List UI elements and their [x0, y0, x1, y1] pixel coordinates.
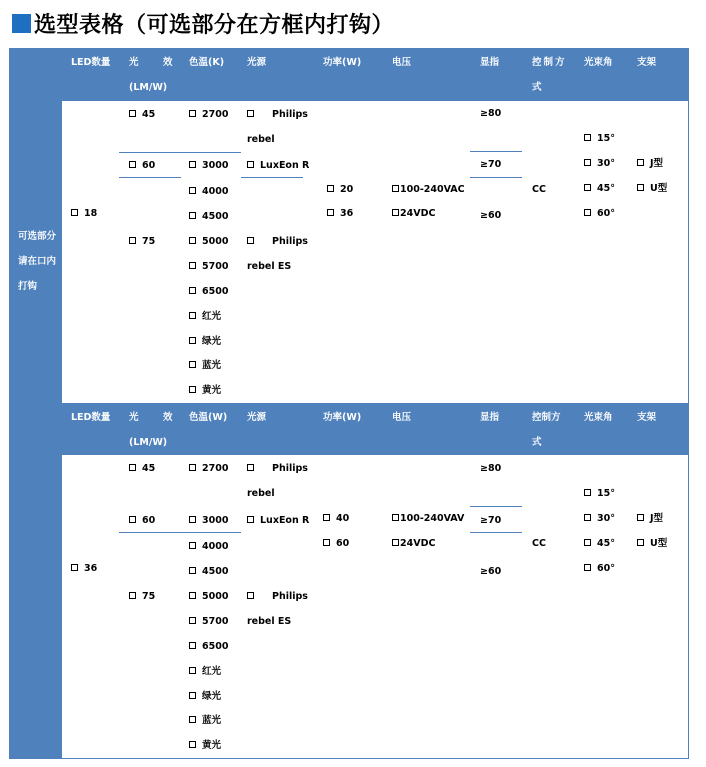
checkbox[interactable] — [247, 592, 254, 599]
checkbox[interactable] — [71, 209, 78, 216]
row-divider — [470, 151, 522, 152]
checkbox[interactable] — [189, 617, 196, 624]
table-bottom-border — [62, 758, 689, 759]
beam-option: 45° — [584, 183, 615, 194]
source-option: Philips — [247, 591, 308, 602]
cct-option: 6500 — [189, 286, 228, 297]
checkbox[interactable] — [247, 161, 254, 168]
header-efficacy-b: 效 — [163, 57, 173, 68]
header-bracket: 支架 — [637, 412, 657, 423]
checkbox[interactable] — [189, 741, 196, 748]
led-count-option: 36 — [71, 563, 97, 574]
header-efficacy-b: 效 — [163, 412, 173, 423]
header-efficacy-unit: (LM/W) — [129, 82, 168, 93]
led-count-option: 18 — [71, 208, 97, 219]
header-cri: 显指 — [480, 412, 500, 423]
cct-option: 4500 — [189, 211, 228, 222]
header-led-count: LED数量 — [71, 412, 111, 423]
checkbox[interactable] — [189, 642, 196, 649]
side-label-line-2: 请在口内 — [18, 256, 57, 267]
voltage-option: 24VDC — [392, 208, 435, 219]
checkbox[interactable] — [247, 464, 254, 471]
cct-option: 3000 — [189, 160, 228, 171]
checkbox[interactable] — [189, 667, 196, 674]
checkbox[interactable] — [129, 110, 136, 117]
efficacy-option: 45 — [129, 463, 155, 474]
side-label-line-1: 可选部分 — [18, 231, 57, 242]
side-column — [9, 48, 62, 759]
source-option: Philips — [247, 109, 308, 120]
checkbox[interactable] — [189, 464, 196, 471]
power-option: 40 — [323, 513, 349, 524]
cct-option: 4500 — [189, 566, 228, 577]
checkbox[interactable] — [129, 237, 136, 244]
cct-option: 绿光 — [189, 336, 221, 347]
checkbox[interactable] — [637, 159, 644, 166]
checkbox[interactable] — [637, 539, 644, 546]
voltage-option: 24VDC — [392, 538, 435, 549]
header-voltage: 电压 — [392, 412, 412, 423]
row-divider — [470, 177, 522, 178]
checkbox[interactable] — [189, 567, 196, 574]
cct-option: 5700 — [189, 261, 228, 272]
side-label-line-3: 打钩 — [18, 281, 38, 292]
header-power: 功率(W) — [323, 57, 362, 68]
header-efficacy-a: 光 — [129, 412, 139, 423]
cri-value: ≥70 — [480, 515, 502, 526]
checkbox[interactable] — [584, 184, 591, 191]
checkbox[interactable] — [189, 337, 196, 344]
checkbox[interactable] — [392, 514, 399, 521]
checkbox[interactable] — [637, 514, 644, 521]
checkbox[interactable] — [189, 262, 196, 269]
header-cri: 显指 — [480, 57, 500, 68]
source-option: LuxEon R — [247, 160, 309, 171]
row-divider — [119, 152, 241, 153]
efficacy-option: 75 — [129, 591, 155, 602]
cct-option: 4000 — [189, 541, 228, 552]
checkbox[interactable] — [247, 516, 254, 523]
beam-option: 30° — [584, 158, 615, 169]
cct-option: 5000 — [189, 591, 228, 602]
power-option: 20 — [327, 184, 353, 195]
control-value: CC — [532, 538, 546, 549]
source-option-cont: rebel ES — [247, 261, 292, 272]
checkbox[interactable] — [637, 184, 644, 191]
checkbox[interactable] — [323, 539, 330, 546]
header-efficacy-a: 光 — [129, 57, 139, 68]
efficacy-option: 60 — [129, 515, 155, 526]
checkbox[interactable] — [584, 564, 591, 571]
cct-option: 3000 — [189, 515, 228, 526]
page-title — [12, 8, 394, 38]
voltage-option: 100-240VAC — [392, 184, 465, 195]
cct-option: 2700 — [189, 109, 228, 120]
control-value: CC — [532, 184, 546, 195]
cct-option: 4000 — [189, 186, 228, 197]
checkbox[interactable] — [189, 692, 196, 699]
checkbox[interactable] — [189, 386, 196, 393]
checkbox[interactable] — [189, 716, 196, 723]
checkbox[interactable] — [584, 134, 591, 141]
efficacy-option: 75 — [129, 236, 155, 247]
row-divider — [241, 177, 303, 178]
header-bracket: 支架 — [637, 57, 657, 68]
header-control-a: 控制方 — [532, 412, 561, 423]
checkbox[interactable] — [189, 161, 196, 168]
checkbox[interactable] — [584, 514, 591, 521]
header-control-b: 式 — [532, 82, 542, 93]
checkbox[interactable] — [71, 564, 78, 571]
checkbox[interactable] — [247, 110, 254, 117]
source-option-cont: rebel — [247, 488, 275, 499]
cct-option: 2700 — [189, 463, 228, 474]
checkbox[interactable] — [189, 110, 196, 117]
beam-option: 15° — [584, 488, 615, 499]
header-led-count: LED数量 — [71, 57, 111, 68]
title-square-icon — [12, 14, 31, 33]
cct-option: 红光 — [189, 311, 221, 322]
checkbox[interactable] — [247, 237, 254, 244]
header-control-b: 式 — [532, 437, 542, 448]
header-source: 光源 — [247, 412, 267, 423]
checkbox[interactable] — [327, 209, 334, 216]
cri-value: ≥80 — [480, 463, 502, 474]
header-beam: 光束角 — [584, 57, 613, 68]
cct-option: 5700 — [189, 616, 228, 627]
bracket-option: J型 — [637, 513, 663, 524]
cct-option: 蓝光 — [189, 360, 221, 371]
header-control-a: 控制方 — [532, 57, 567, 68]
source-option: Philips — [247, 463, 308, 474]
header-beam: 光束角 — [584, 412, 613, 423]
page-title-text: 选型表格（可选部分在方框内打钩） — [34, 11, 395, 38]
header-row-1 — [62, 48, 689, 101]
beam-option: 30° — [584, 513, 615, 524]
checkbox[interactable] — [189, 287, 196, 294]
checkbox[interactable] — [189, 516, 196, 523]
efficacy-option: 60 — [129, 160, 155, 171]
header-cct: 色温(W) — [189, 412, 228, 423]
source-option: Philips — [247, 236, 308, 247]
checkbox[interactable] — [584, 209, 591, 216]
checkbox[interactable] — [189, 187, 196, 194]
efficacy-option: 45 — [129, 109, 155, 120]
checkbox[interactable] — [189, 312, 196, 319]
header-efficacy-unit: (LM/W) — [129, 437, 168, 448]
checkbox[interactable] — [189, 212, 196, 219]
beam-option: 60° — [584, 208, 615, 219]
checkbox[interactable] — [392, 185, 399, 192]
cri-value: ≥70 — [480, 159, 502, 170]
checkbox[interactable] — [189, 542, 196, 549]
checkbox[interactable] — [392, 539, 399, 546]
cri-value: ≥60 — [480, 210, 502, 221]
checkbox[interactable] — [392, 209, 399, 216]
row-divider — [119, 532, 241, 533]
cct-option: 蓝光 — [189, 715, 221, 726]
checkbox[interactable] — [189, 237, 196, 244]
checkbox[interactable] — [584, 539, 591, 546]
checkbox[interactable] — [584, 159, 591, 166]
cct-option: 绿光 — [189, 691, 221, 702]
power-option: 60 — [323, 538, 349, 549]
checkbox[interactable] — [129, 464, 136, 471]
cri-value: ≥80 — [480, 108, 502, 119]
checkbox[interactable] — [129, 516, 136, 523]
bracket-option: U型 — [637, 538, 667, 549]
cct-option: 黄光 — [189, 740, 221, 751]
header-voltage: 电压 — [392, 57, 412, 68]
checkbox[interactable] — [189, 361, 196, 368]
cct-option: 黄光 — [189, 385, 221, 396]
voltage-option: 100-240VAV — [392, 513, 464, 524]
cct-option: 5000 — [189, 236, 228, 247]
header-source: 光源 — [247, 57, 267, 68]
bracket-option: U型 — [637, 183, 667, 194]
power-option: 36 — [327, 208, 353, 219]
cri-value: ≥60 — [480, 566, 502, 577]
row-divider — [470, 506, 522, 507]
header-cct: 色温(K) — [189, 57, 225, 68]
source-option-cont: rebel — [247, 134, 275, 145]
header-power: 功率(W) — [323, 412, 362, 423]
beam-option: 45° — [584, 538, 615, 549]
source-option: LuxEon R — [247, 515, 309, 526]
beam-option: 60° — [584, 563, 615, 574]
beam-option: 15° — [584, 133, 615, 144]
checkbox[interactable] — [129, 161, 136, 168]
checkbox[interactable] — [189, 592, 196, 599]
row-divider — [119, 177, 181, 178]
checkbox[interactable] — [327, 185, 334, 192]
row-divider — [470, 532, 522, 533]
cct-option: 红光 — [189, 666, 221, 677]
checkbox[interactable] — [323, 514, 330, 521]
checkbox[interactable] — [129, 592, 136, 599]
table-right-border — [688, 48, 689, 759]
checkbox[interactable] — [584, 489, 591, 496]
cct-option: 6500 — [189, 641, 228, 652]
source-option-cont: rebel ES — [247, 616, 292, 627]
bracket-option: J型 — [637, 158, 663, 169]
